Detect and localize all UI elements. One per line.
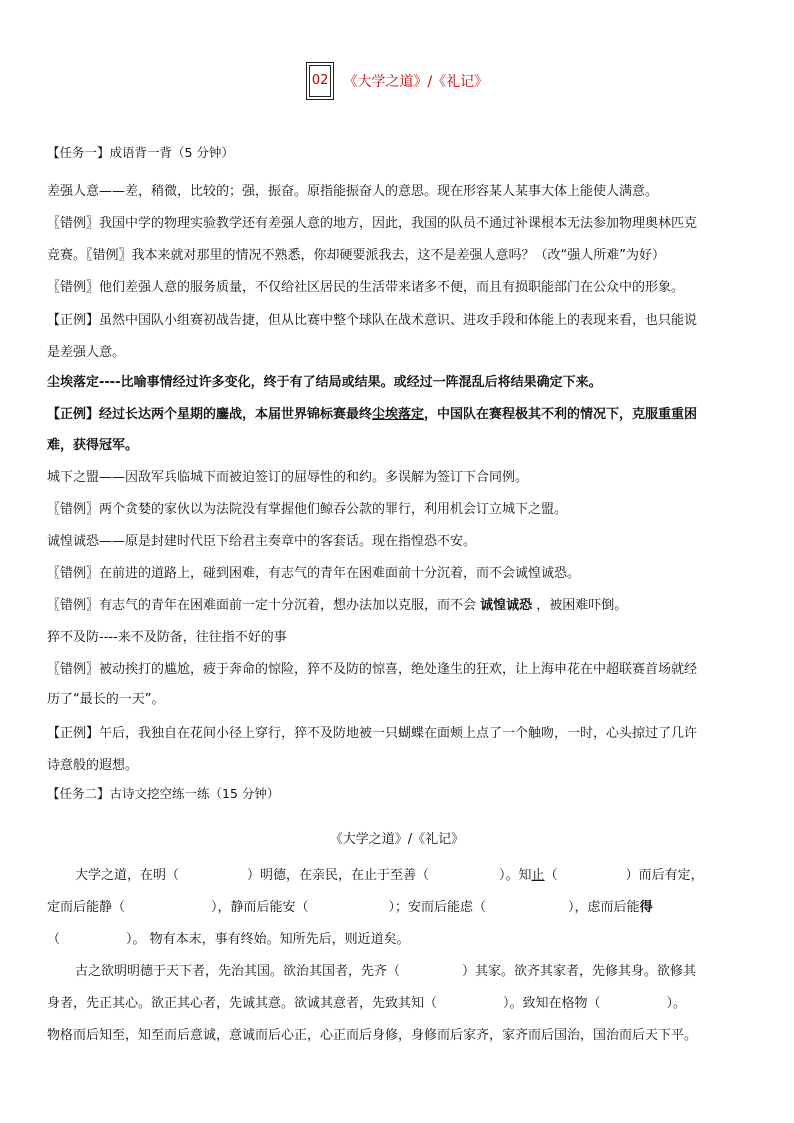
passage-1b: ）明德，在亲民，在止于至善（	[247, 868, 430, 883]
idiom-line-15: 猝不及防----来不及防备，往往指不好的事	[47, 630, 287, 645]
idiom-line-18: 【正例】午后，我独自在花间小径上穿行，猝不及防地被一只蝴蝶在面颊上点了一个触吻，一时，心头掠过了几许	[47, 726, 698, 741]
idiom-line-9: 难，获得冠军。	[47, 438, 139, 453]
passage-5a: 身者，先正其心。欲正其心者，先诚其意。欲诚其意者，先致其知（	[47, 996, 438, 1011]
idiom-line-14	[47, 596, 747, 616]
idiom-line-8-underline: 尘埃落定	[372, 407, 425, 422]
lesson-title: 《大学之道》/《礼记》	[343, 74, 489, 90]
task1-heading: 【任务一】成语背一背（5 分钟）	[47, 145, 234, 160]
passage-line-3	[47, 930, 747, 950]
passage-1e: ）而后有定，	[625, 868, 704, 883]
idiom-line-2: 〖错例〗我国中学的物理实验教学还有差强人意的地方，因此，我国的队员不通过补课根本无法参加物理奥林匹克	[47, 216, 698, 231]
idiom-line-10: 城下之盟——因敌军兵临城下而被迫签订的屈辱性的和约。多误解为签订下合同例。	[47, 470, 529, 485]
lesson-number-box	[306, 62, 335, 100]
idiom-line-14c: ，被困难吓倒。	[532, 598, 628, 613]
lesson-number: 02	[309, 65, 332, 97]
document-title	[0, 62, 794, 100]
idiom-line-17: 历了“最长的一天”。	[47, 692, 165, 707]
passage-5c: ）。	[666, 996, 687, 1011]
passage-1d: （	[544, 868, 558, 883]
idiom-line-8	[47, 405, 747, 425]
idiom-line-4: 〖错例〗他们差强人意的服务质量，不仅给社区居民的生活带来诸多不便，而且有损职能部门在公众中的形象。	[47, 280, 685, 295]
idiom-line-3: 竞赛。〖错例〗我本来就对那里的情况不熟悉，你却硬要派我去，这不是差强人意吗？（改“强人所难”为好）	[47, 248, 665, 263]
passage-line-5	[47, 994, 747, 1014]
task2-heading: 【任务二】古诗文挖空练一练（15 分钟）	[47, 786, 280, 801]
idiom-line-14a: 〖错例〗有志气的青年在困难面前一定十分沉着，想办法加以克服，而不会	[47, 598, 481, 613]
idiom-line-6: 是差强人意。	[47, 345, 126, 360]
passage-1a: 大学之道，在明（	[75, 868, 180, 883]
idiom-line-11: 〖错例〗两个贪婪的家伙以为法院没有掌握他们鲸吞公款的罪行，利用机会订立城下之盟。	[47, 502, 568, 517]
idiom-line-8b: ，中国队在赛程极其不利的情况下，克服重重困	[424, 407, 698, 422]
passage-2b: ），静而后能安（	[211, 900, 309, 915]
passage-4b: ）其家。欲齐其家者，先修其身。欲修其	[462, 964, 697, 979]
passage-3a: （	[47, 932, 61, 947]
idiom-line-7: 尘埃落定----比喻事情经过许多变化，终于有了结局或结果。或经过一阵混乱后将结果确定下来。	[47, 375, 602, 390]
passage-3b: ）。 物有本末，事有终始。知所先后，则近道矣。	[126, 932, 410, 947]
passage-4a: 古之欲明明德于天下者，先治其国。欲治其国者，先齐（	[75, 964, 401, 979]
passage-1c: ）。知	[499, 868, 532, 883]
passage-2a: 定而后能静（	[47, 900, 126, 915]
idiom-line-8a: 【正例】经过长达两个星期的鏖战，本届世界锦标赛最终	[47, 407, 373, 422]
idiom-line-14-bold: 诚惶诚恐	[480, 598, 533, 613]
passage-title: 《大学之道》/《礼记》	[329, 832, 465, 847]
passage-5b: ）。致知在格物（	[503, 996, 601, 1011]
passage-line-2	[47, 898, 747, 918]
passage-2e: 得	[639, 900, 653, 915]
idiom-line-12: 诚惶诚恐——原是封建时代臣下给君主奏章中的客套话。现在指惶恐不安。	[47, 534, 477, 549]
passage-1-underline: 止	[531, 868, 545, 883]
passage-2d: ），虑而后能	[568, 900, 640, 915]
passage-line-4	[47, 962, 747, 982]
idiom-line-13: 〖错例〗在前进的道路上，碰到困难，有志气的青年在困难面前十分沉着，而不会诚惶诚恐。	[47, 566, 581, 581]
passage-2c: ）；安而后能虑（	[388, 900, 487, 915]
idiom-line-19: 诗意般的遐想。	[47, 758, 139, 773]
idiom-line-1: 差强人意——差，稍微，比较的；强，振奋。原指能振奋人的意思。现在形容某人某事大体上能使人满意。	[47, 184, 659, 199]
idiom-line-5: 【正例】虽然中国队小组赛初战告捷，但从比赛中整个球队在战术意识、进攻手段和体能上的表现来看，也只能说	[47, 313, 698, 328]
passage-line-1	[47, 866, 747, 886]
idiom-line-16: 〖错例〗被动挨打的尴尬，疲于奔命的惊险，猝不及防的惊喜，绝处逢生的狂欢，让上海申花在中超联赛首场就经	[47, 662, 698, 677]
passage-line-6: 物格而后知至，知至而后意诚，意诚而后心正，心正而后身修，身修而后家齐，家齐而后国治，国治而后天下平。	[47, 1028, 698, 1043]
